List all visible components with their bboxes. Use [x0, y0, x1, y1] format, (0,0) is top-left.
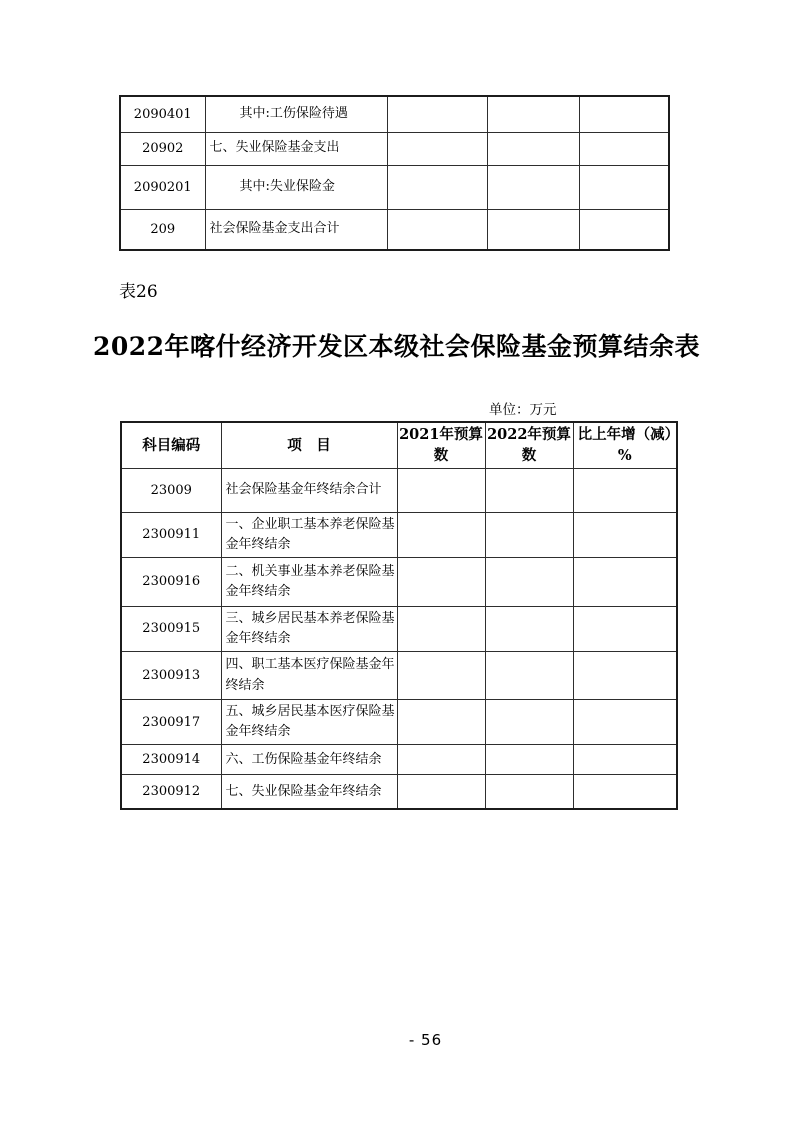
value-cell: [387, 209, 487, 250]
column-header-budget-2022: 2022年预算数: [485, 422, 573, 468]
item-cell: 七、失业保险基金年终结余: [221, 775, 397, 809]
value-cell: [397, 775, 485, 809]
item-cell: 三、城乡居民基本养老保险基金年终结余: [221, 606, 397, 651]
item-cell: 一、企业职工基本养老保险基金年终结余: [221, 512, 397, 557]
value-cell: [487, 209, 579, 250]
unit-label: 单位：万元: [489, 402, 557, 418]
code-cell: 2300912: [121, 775, 221, 809]
item-cell: 二、机关事业基本养老保险基金年终结余: [221, 557, 397, 606]
value-cell: [573, 745, 677, 775]
value-cell: [397, 606, 485, 651]
table-row: [121, 775, 677, 809]
value-cell: [487, 165, 579, 209]
value-cell: [485, 652, 573, 700]
table-row: [121, 468, 677, 512]
value-cell: [485, 468, 573, 512]
value-cell: [487, 96, 579, 132]
value-cell: [397, 652, 485, 700]
table-row: [121, 700, 677, 745]
value-cell: [573, 775, 677, 809]
table-row: [121, 606, 677, 651]
value-cell: [485, 700, 573, 745]
item-cell: 四、职工基本医疗保险基金年终结余: [221, 652, 397, 700]
column-header-item: 项 目: [221, 422, 397, 468]
value-cell: [485, 745, 573, 775]
item-cell: 七、失业保险基金支出: [205, 132, 387, 165]
code-cell: 2300915: [121, 606, 221, 651]
code-cell: 2300913: [121, 652, 221, 700]
budget-surplus-table: [120, 421, 678, 810]
value-cell: [579, 165, 669, 209]
column-header-budget-2021: 2021年预算数: [397, 422, 485, 468]
item-cell: 其中:失业保险金: [205, 165, 387, 209]
value-cell: [387, 132, 487, 165]
item-cell: 其中:工伤保险待遇: [205, 96, 387, 132]
table-row: [121, 652, 677, 700]
item-cell: 六、工伤保险基金年终结余: [221, 745, 397, 775]
value-cell: [579, 209, 669, 250]
value-cell: [579, 132, 669, 165]
code-cell: 20902: [120, 132, 205, 165]
value-cell: [397, 700, 485, 745]
value-cell: [573, 700, 677, 745]
code-cell: 2300916: [121, 557, 221, 606]
table-row: [120, 165, 669, 209]
value-cell: [573, 468, 677, 512]
code-cell: 2300914: [121, 745, 221, 775]
table-row: [120, 96, 669, 132]
item-cell: 社会保险基金支出合计: [205, 209, 387, 250]
value-cell: [573, 557, 677, 606]
value-cell: [387, 96, 487, 132]
code-cell: 209: [120, 209, 205, 250]
item-cell: 五、城乡居民基本医疗保险基金年终结余: [221, 700, 397, 745]
code-cell: 2300917: [121, 700, 221, 745]
table-row: [120, 209, 669, 250]
table-row: [121, 512, 677, 557]
value-cell: [485, 557, 573, 606]
value-cell: [485, 606, 573, 651]
page-number: - 56: [408, 1031, 443, 1049]
page-title: 2022年喀什经济开发区本级社会保险基金预算结余表: [92, 332, 701, 361]
code-cell: 2090401: [120, 96, 205, 132]
social-insurance-expenditure-table: [119, 95, 670, 251]
value-cell: [485, 775, 573, 809]
table-row: [120, 132, 669, 165]
value-cell: [579, 96, 669, 132]
value-cell: [397, 512, 485, 557]
value-cell: [485, 512, 573, 557]
value-cell: [487, 132, 579, 165]
value-cell: [387, 165, 487, 209]
code-cell: 2300911: [121, 512, 221, 557]
value-cell: [573, 652, 677, 700]
code-cell: 2090201: [120, 165, 205, 209]
header-row: [121, 422, 677, 468]
table-row: [121, 745, 677, 775]
table26-label: 表26: [119, 282, 158, 302]
value-cell: [397, 468, 485, 512]
value-cell: [573, 512, 677, 557]
column-header-code: 科目编码: [121, 422, 221, 468]
value-cell: [397, 745, 485, 775]
value-cell: [397, 557, 485, 606]
code-cell: 23009: [121, 468, 221, 512]
column-header-change: 比上年增（减）%: [573, 422, 677, 468]
table-row: [121, 557, 677, 606]
value-cell: [573, 606, 677, 651]
item-cell: 社会保险基金年终结余合计: [221, 468, 397, 512]
